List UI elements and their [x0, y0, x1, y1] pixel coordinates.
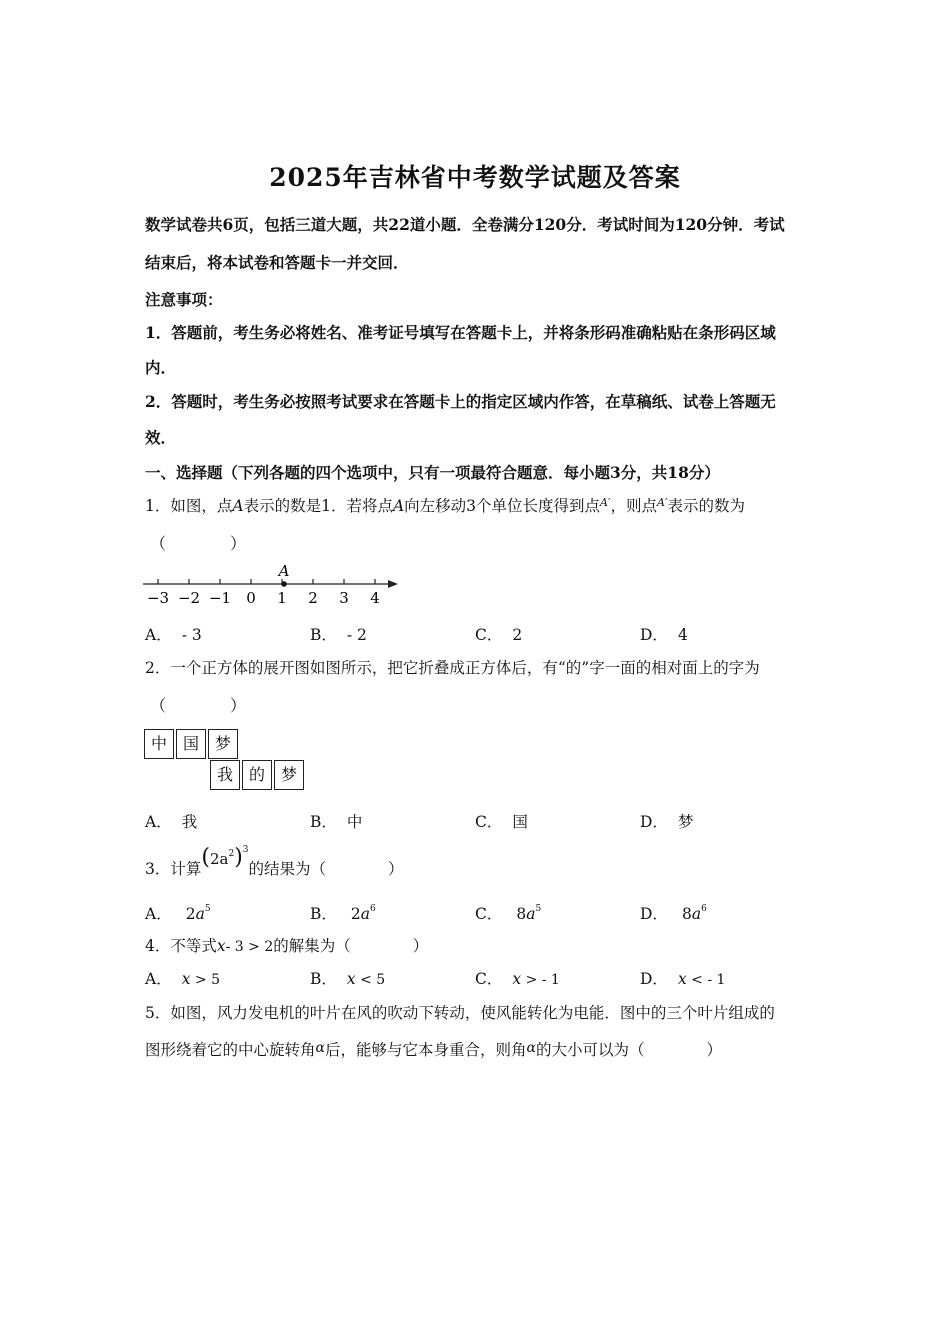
q4-option-d[interactable]: D． x < - 1 — [640, 970, 726, 988]
q4-option-a[interactable]: A． x > 5 — [145, 970, 220, 988]
q4-option-c[interactable]: C． x > - 1 — [475, 970, 560, 988]
section-1-heading: 一、选择题（下列各题的四个选项中，只有一项最符合题意．每小题3分，共18分） — [145, 463, 720, 482]
number-line-tick-label: 4 — [370, 589, 380, 607]
q1-option-d[interactable]: D． 4 — [640, 626, 688, 644]
notice-2-line-2: 效． — [145, 428, 177, 447]
q4-option-b[interactable]: B． x < 5 — [310, 970, 386, 988]
q3-option-a[interactable]: A． $2a^5$ — [145, 904, 211, 923]
q1-stem: 1．如图，点A表示的数是1．若将点A向左移动3个单位长度得到点$^{A'}$，则点$^{A'}$表示的数为 — [145, 496, 745, 515]
point-a-dot — [281, 581, 287, 587]
intro-line-2: 结束后，将本试卷和答题卡一并交回． — [145, 253, 409, 272]
number-line-tick-label: 0 — [246, 589, 256, 607]
q1-answer-paren: （ ） — [150, 534, 247, 553]
q2-stem: 2．一个正方体的展开图如图所示，把它折叠成正方体后，有“的”字一面的相对面上的字为 — [145, 659, 760, 677]
q3-stem: 3．计算$(2a^2)^3$的结果为（ ） — [145, 845, 404, 878]
number-line-tick-label: 2 — [308, 589, 318, 607]
number-line-tick-label: −1 — [208, 589, 232, 607]
notice-1-line-1: 1．答题前，考生务必将姓名、准考证号填写在答题卡上，并将条形码准确粘贴在条形码区域 — [145, 323, 776, 342]
number-line-tick-label: −3 — [146, 589, 170, 607]
q1-option-c[interactable]: C． 2 — [475, 626, 523, 644]
q3-expression: $(2a^2)^3$ — [201, 845, 249, 870]
cube-net-face: 国 — [176, 729, 206, 759]
page-title: 2025年吉林省中考数学试题及答案 — [269, 163, 681, 192]
q2-option-b[interactable]: B． 中 — [310, 813, 363, 831]
q1-option-b[interactable]: B． - 2 — [310, 626, 367, 644]
number-line — [140, 560, 405, 610]
q1-option-a[interactable]: A． - 3 — [145, 626, 202, 644]
cube-net-face: 梦 — [208, 729, 238, 759]
cube-net-face: 梦 — [274, 760, 304, 790]
number-line-tick-label: 3 — [339, 589, 349, 607]
notice-2-line-1: 2．答题时，考生务必按照考试要求在答题卡上的指定区域内作答，在草稿纸、试卷上答题无 — [145, 392, 776, 411]
cube-net-face: 中 — [144, 729, 174, 759]
number-line-tick-label: −2 — [177, 589, 201, 607]
q5-stem-line-2: 图形绕着它的中心旋转角α后，能够与它本身重合，则角α的大小可以为（ ） — [145, 1040, 722, 1059]
q4-stem: 4．不等式x- 3 > 2的解集为（ ） — [145, 937, 429, 955]
intro-line-1: 数学试卷共6页，包括三道大题，共22道小题．全卷满分120分．考试时间为120分钟．考试 — [145, 215, 785, 234]
q2-answer-paren: （ ） — [150, 696, 247, 715]
number-line-tick-label: 1 — [277, 589, 287, 607]
q3-option-d[interactable]: D． $8a^6$ — [640, 904, 707, 923]
q3-option-c[interactable]: C． $8a^5$ — [475, 904, 542, 923]
notice-heading: 注意事项： — [145, 290, 223, 309]
notice-1-line-2: 内． — [145, 358, 177, 377]
cube-net-face: 的 — [242, 760, 272, 790]
q3-option-b[interactable]: B． $2a^6$ — [310, 904, 376, 923]
q2-option-a[interactable]: A． 我 — [145, 813, 198, 831]
q2-option-c[interactable]: C． 国 — [475, 813, 528, 831]
q5-stem-line-1: 5．如图，风力发电机的叶片在风的吹动下转动，使风能转化为电能．图中的三个叶片组成的 — [145, 1004, 775, 1022]
point-a-label: A — [278, 562, 290, 580]
number-line-arrow — [388, 580, 398, 588]
q2-option-d[interactable]: D． 梦 — [640, 813, 694, 831]
cube-net-face: 我 — [210, 760, 240, 790]
